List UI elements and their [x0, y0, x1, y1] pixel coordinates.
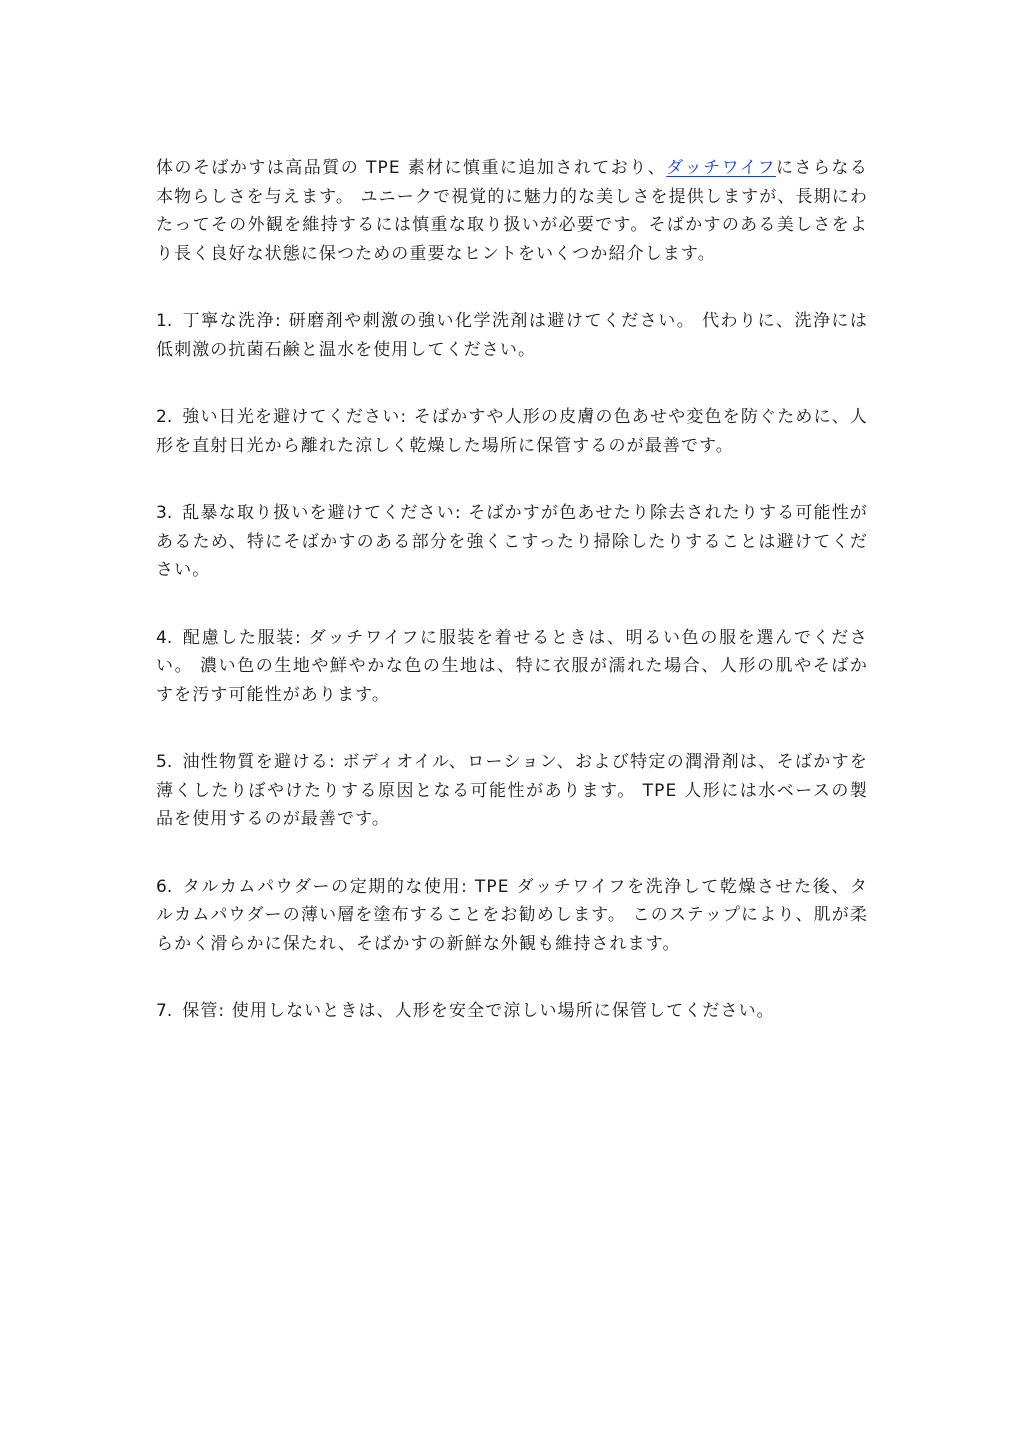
- tip-text: 丁寧な洗浄: 研磨剤や刺激の強い化学洗剤は避けてください。 代わりに、洗浄には低刺激の抗菌石鹸と温水を使用してください。: [156, 311, 868, 360]
- tip-text: タルカムパウダーの定期的な使用: TPE ダッチワイフを洗浄して乾燥させた後、タルカムパウダーの薄い層を塗布することをお勧めします。 このステップにより、肌が柔らかく滑らかに保たれ、そばかすの新鮮な外観も維持されます。: [156, 876, 868, 954]
- tip-text: 乱暴な取り扱いを避けてください: そばかすが色あせたり除去されたりする可能性があるため、特にそばかすのある部分を強くこすったり掃除したりすることは避けてください。: [156, 503, 868, 580]
- tip-text: 保管: 使用しないときは、人形を安全で涼しい場所に保管してください。: [182, 1001, 775, 1021]
- tip-item: [156, 873, 868, 959]
- tip-item: [156, 403, 868, 460]
- tip-text: 油性物質を避ける: ボディオイル、ローション、および特定の潤滑剤は、そばかすを薄くしたりぼやけたりする原因となる可能性があります。 TPE 人形には水ベースの製品を使用するのが最善です。: [156, 752, 868, 829]
- tip-number: 5.: [156, 752, 173, 772]
- tip-item: [156, 499, 868, 585]
- dutch-wife-link[interactable]: ダッチワイフ: [666, 158, 777, 178]
- tip-number: 2.: [156, 407, 173, 427]
- tip-item: [156, 624, 868, 710]
- tip-number: 1.: [156, 311, 173, 331]
- tip-item: [156, 748, 868, 834]
- tip-number: 3.: [156, 503, 173, 523]
- tip-text: 配慮した服装: ダッチワイフに服装を着せるときは、明るい色の服を選んでください。 濃い色の生地や鮮やかな色の生地は、特に衣服が濡れた場合、人形の肌やそばかすを汚す可能性があります。: [156, 627, 868, 705]
- tip-number: 7.: [156, 1001, 173, 1021]
- intro-text-before-link: 体のそばかすは高品質の TPE 素材に慎重に追加されており、: [156, 158, 667, 178]
- intro-text-after-link: にさらなる本物らしさを与えます。 ユニークで視覚的に魅力的な美しさを提供しますが、長期にわたってその外観を維持するには慎重な取り扱いが必要です。そばかすのある美しさをより長く良好な状態に保つための重要なヒントをいくつか紹介します。: [156, 158, 868, 264]
- intro-paragraph: [156, 154, 868, 268]
- document-body: [156, 154, 868, 1065]
- tip-number: 4.: [156, 627, 173, 648]
- tip-number: 6.: [156, 876, 173, 897]
- tip-item: [156, 307, 868, 364]
- tip-text: 強い日光を避けてください: そばかすや人形の皮膚の色あせや変色を防ぐために、人形を直射日光から離れた涼しく乾燥した場所に保管するのが最善です。: [156, 407, 868, 456]
- tip-item: [156, 997, 868, 1026]
